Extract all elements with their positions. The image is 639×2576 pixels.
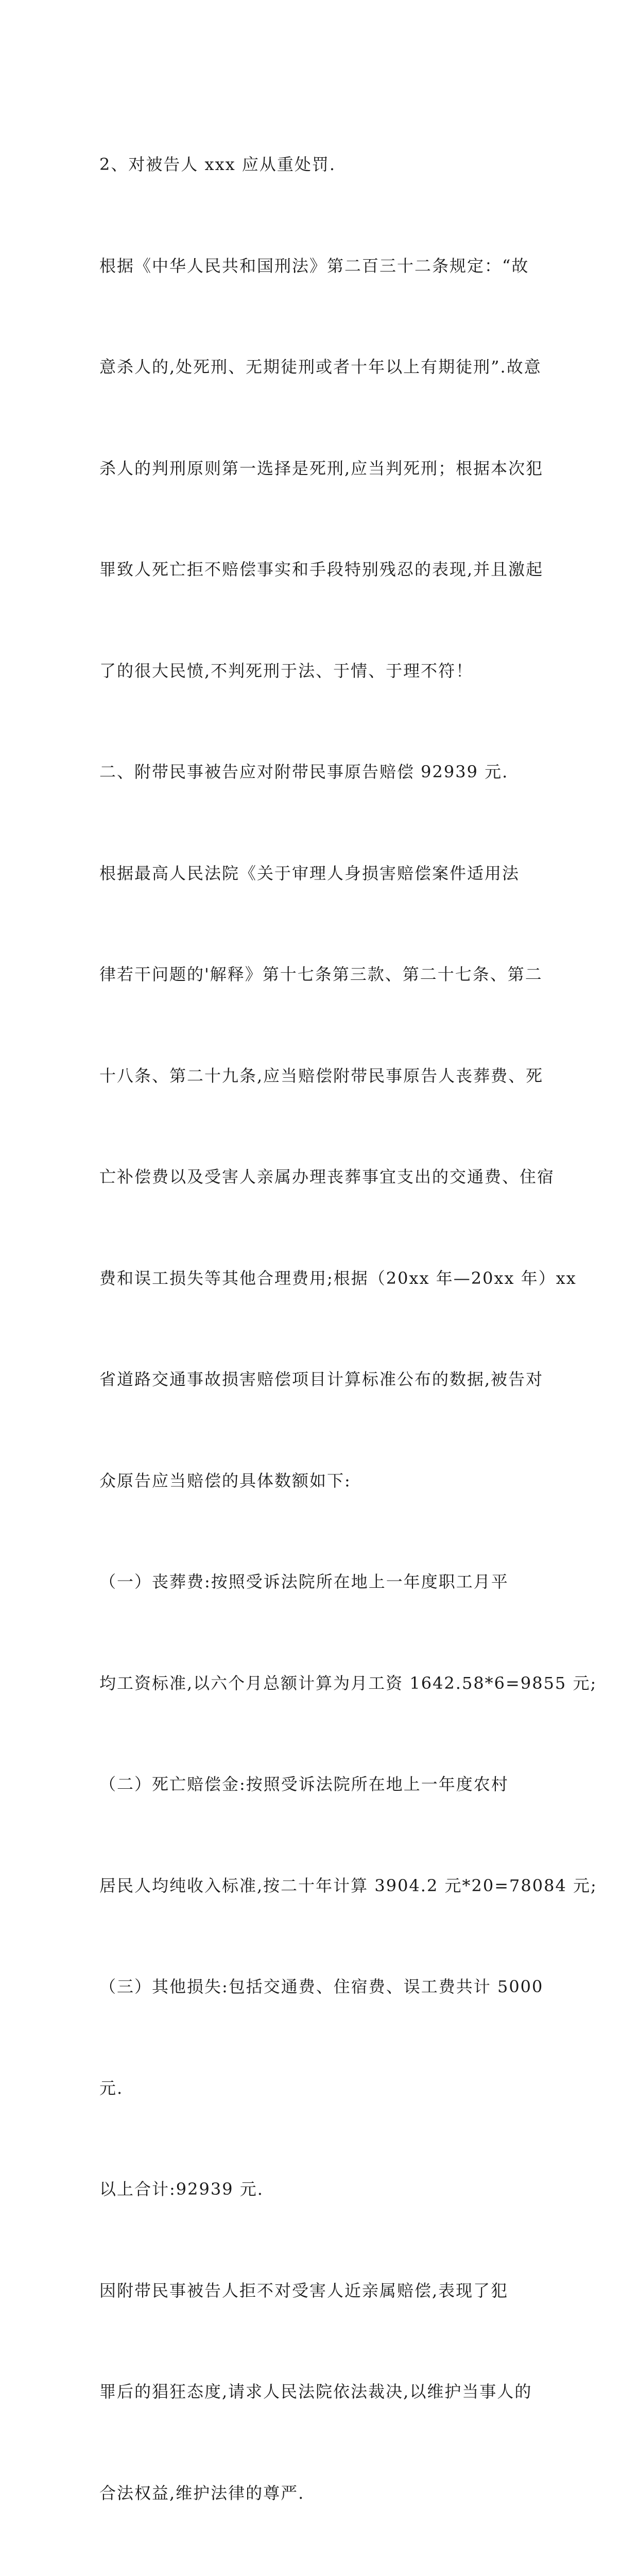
text-line: （一）丧葬费:按照受诉法院所在地上一年度职工月平 bbox=[99, 1572, 509, 1591]
text-line: 根据最高人民法院《关于审理人身损害赔偿案件适用法 bbox=[99, 863, 520, 883]
document-body bbox=[99, 80, 597, 2576]
text-line: 杀人的判刑原则第一选择是死刑,应当判死刑；根据本次犯 bbox=[99, 458, 544, 478]
text-line: 合法权益,维护法律的尊严. bbox=[99, 2483, 305, 2503]
text-line: 根据《中华人民共和国刑法》第二百三十二条规定：“故 bbox=[99, 256, 529, 276]
text-line: （二）死亡赔偿金:按照受诉法院所在地上一年度农村 bbox=[99, 1774, 509, 1794]
text-line: 罪后的猖狂态度,请求人民法院依法裁决,以维护当事人的 bbox=[99, 2382, 532, 2401]
text-line: 2、对被告人 xxx 应从重处罚. bbox=[99, 155, 336, 174]
text-line: 元. bbox=[99, 2078, 124, 2098]
document-page bbox=[99, 80, 597, 2576]
text-line: 亡补偿费以及受害人亲属办理丧葬事宜支出的交通费、住宿 bbox=[99, 1167, 555, 1187]
text-line: 省道路交通事故损害赔偿项目计算标准公布的数据,被告对 bbox=[99, 1369, 544, 1389]
text-line: 十八条、第二十九条,应当赔偿附带民事原告人丧葬费、死 bbox=[99, 1065, 544, 1086]
text-line: 二、附带民事被告应对附带民事原告赔偿 92939 元. bbox=[99, 762, 509, 782]
text-line: 因附带民事被告人拒不对受害人近亲属赔偿,表现了犯 bbox=[99, 2280, 509, 2300]
text-line: （三）其他损失:包括交通费、住宿费、误工费共计 5000 bbox=[99, 1977, 544, 1996]
text-line: 均工资标准,以六个月总额计算为月工资 1642.58*6=9855 元; bbox=[99, 1673, 597, 1693]
text-line: 众原告应当赔偿的具体数额如下: bbox=[99, 1470, 351, 1490]
text-line: 费和误工损失等其他合理费用;根据（20xx 年—20xx 年）xx bbox=[99, 1268, 577, 1288]
text-line: 律若干问题的'解释》第十七条第三款、第二十七条、第二 bbox=[99, 964, 543, 984]
text-line: 了的很大民愤,不判死刑于法、于情、于理不符！ bbox=[99, 660, 474, 681]
text-line: 罪致人死亡拒不赔偿事实和手段特别残忍的表现,并且激起 bbox=[99, 560, 544, 579]
text-line: 以上合计:92939 元. bbox=[99, 2179, 264, 2199]
text-line: 意杀人的,处死刑、无期徒刑或者十年以上有期徒刑”.故意 bbox=[99, 357, 542, 377]
text-line: 居民人均纯收入标准,按二十年计算 3904.2 元*20=78084 元; bbox=[99, 1875, 597, 1895]
